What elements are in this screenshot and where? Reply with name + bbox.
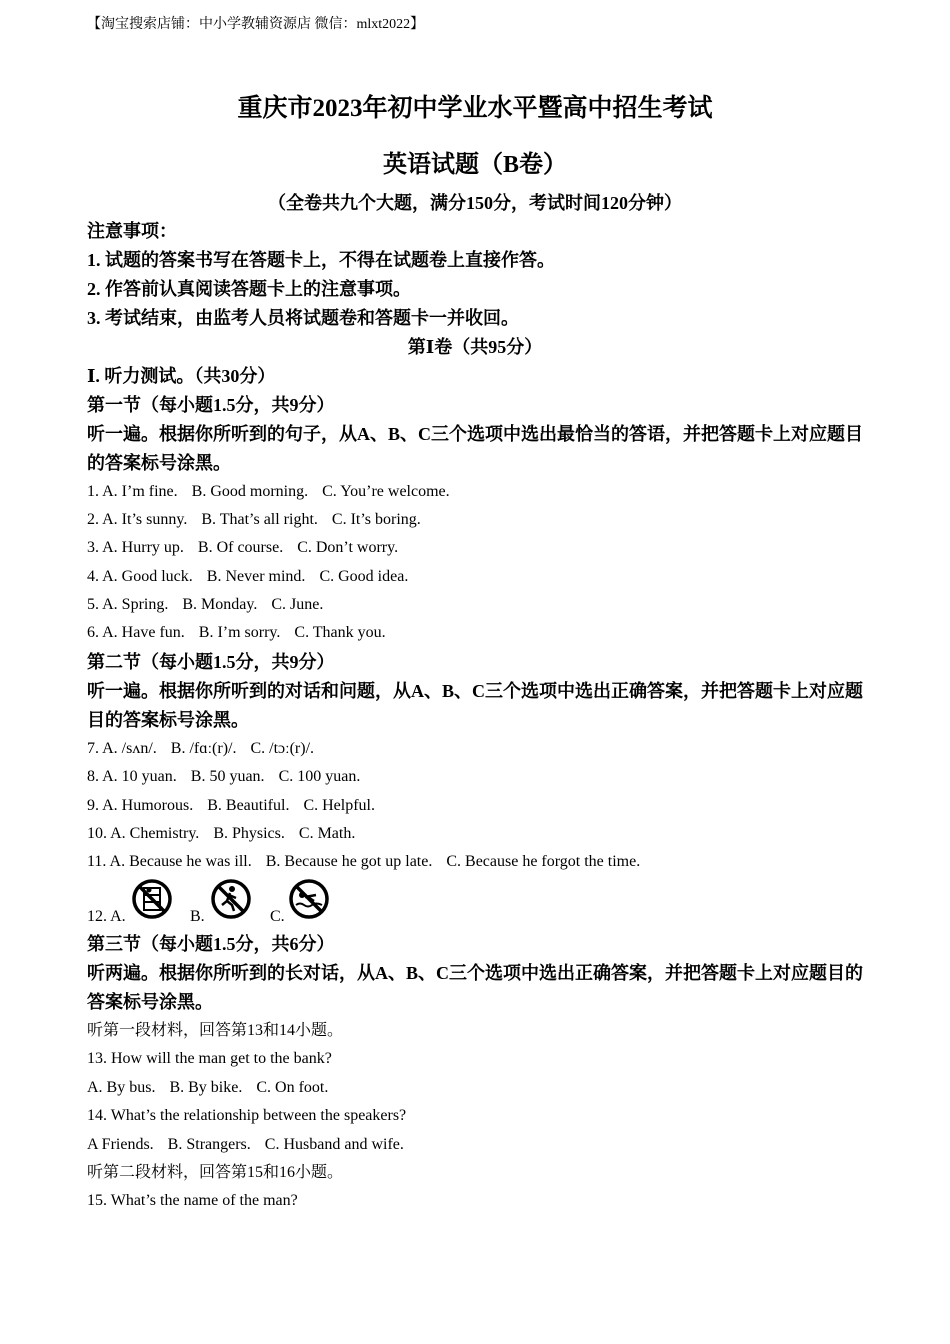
- no-running-sign-icon: [210, 878, 252, 920]
- notes-heading: 注意事项：: [87, 221, 177, 241]
- section1-instruction: 听一遍。根据你所听到的句子，从A、B、C三个选项中选出最恰当的答语，并把答题卡上对应题目的答案标号涂黑。: [87, 424, 863, 473]
- question-15: 15. What’s the name of the man?: [87, 1192, 298, 1209]
- question-14: 14. What’s the relationship between the speakers?: [87, 1107, 407, 1124]
- exam-info: （全卷共九个大题，满分150分，考试时间120分钟）: [268, 193, 682, 213]
- question-row: 6. A. Have fun. B. I’m sorry. C. Thank you.: [87, 624, 386, 641]
- exam-title: 重庆市2023年初中学业水平暨高中招生考试: [237, 95, 713, 122]
- material-note: 听第一段材料，回答第13和14小题。: [87, 1022, 344, 1039]
- section2-heading: 第二节（每小题1.5分，共9分）: [87, 652, 335, 672]
- question-row: 1. A. I’m fine. B. Good morning. C. You’re welcome.: [87, 483, 450, 500]
- question-row: 3. A. Hurry up. B. Of course. C. Don’t worry.: [87, 539, 399, 556]
- question-row: 4. A. Good luck. B. Never mind. C. Good idea.: [87, 568, 409, 585]
- question-row: 8. A. 10 yuan. B. 50 yuan. C. 100 yuan.: [87, 768, 361, 785]
- volume-heading: 第Ⅰ卷（共95分）: [407, 337, 543, 357]
- exam-subtitle: 英语试题（B卷）: [382, 152, 567, 178]
- question-row: 2. A. It’s sunny. B. That’s all right. C. It’s boring.: [87, 511, 421, 528]
- section1-heading: 第一节（每小题1.5分，共9分）: [87, 395, 335, 415]
- note-item: 3. 考试结束，由监考人员将试题卷和答题卡一并收回。: [87, 308, 519, 328]
- no-climbing-sign-icon: [131, 878, 173, 920]
- section3-instruction: 听两遍。根据你所听到的长对话，从A、B、C三个选项中选出正确答案，并把答题卡上对应题目的答案标号涂黑。: [87, 963, 863, 1012]
- section3-heading: 第三节（每小题1.5分，共6分）: [87, 934, 335, 954]
- question-row: A Friends. B. Strangers. C. Husband and wife.: [87, 1136, 404, 1153]
- material-note: 听第二段材料，回答第15和16小题。: [87, 1164, 344, 1181]
- question-row: 11. A. Because he was ill. B. Because he got up late. C. Because he forgot the time.: [87, 853, 641, 870]
- question-row: 10. A. Chemistry. B. Physics. C. Math.: [87, 825, 356, 842]
- q12-label-c: C.: [270, 908, 285, 925]
- no-swimming-sign-icon: [288, 878, 330, 920]
- q12-label-a: 12. A.: [87, 908, 126, 925]
- section2-instruction: 听一遍。根据你所听到的对话和问题，从A、B、C三个选项中选出正确答案，并把答题卡上对应题目的答案标号涂黑。: [87, 681, 863, 730]
- header-note: 【淘宝搜索店铺：中小学教辅资源店 微信：mlxt2022】: [87, 17, 425, 32]
- question-row: A. By bus. B. By bike. C. On foot.: [87, 1079, 329, 1096]
- question-row: 5. A. Spring. B. Monday. C. June.: [87, 596, 324, 613]
- question-row: 9. A. Humorous. B. Beautiful. C. Helpful.: [87, 797, 375, 814]
- part-heading: Ⅰ. 听力测试。（共30分）: [87, 366, 276, 386]
- question-13: 13. How will the man get to the bank?: [87, 1050, 332, 1067]
- note-item: 1. 试题的答案书写在答题卡上，不得在试题卷上直接作答。: [87, 250, 555, 270]
- note-item: 2. 作答前认真阅读答题卡上的注意事项。: [87, 279, 411, 299]
- q12-label-b: B.: [190, 908, 205, 925]
- question-row: 7. A. /sʌn/. B. /fɑː(r)/. C. /tɔː(r)/.: [87, 740, 315, 757]
